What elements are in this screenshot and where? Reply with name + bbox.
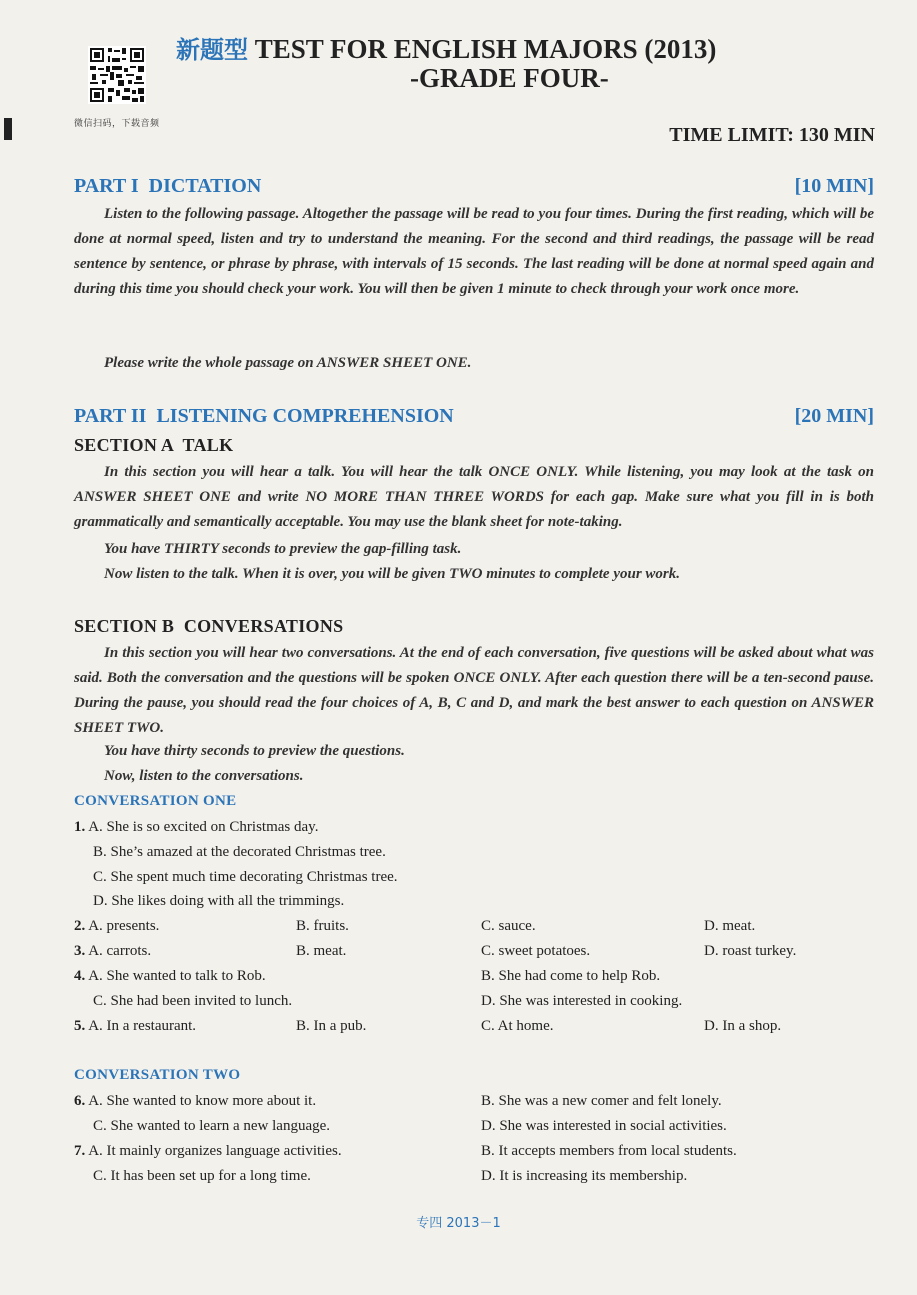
- conversation-two-heading: CONVERSATION TWO: [74, 1067, 241, 1083]
- sectionB-line1: You have thirty seconds to preview the questions.: [104, 743, 405, 759]
- question-6-option-d: D. She was interested in social activities.: [481, 1118, 727, 1134]
- question-4-option-d: D. She was interested in cooking.: [481, 993, 683, 1009]
- qr-code-icon[interactable]: [88, 46, 146, 104]
- question-1-option-b: B. She’s amazed at the decorated Christmas tree.: [93, 844, 386, 860]
- question-1: [74, 819, 318, 836]
- sectionA-instructions: In this section you will hear a talk. You will hear the talk ONCE ONLY. While listening, you may look at the task on ANSWER SHEET ONE and write NO MORE THAN THREE WORDS for each gap. Make sure what you fill in is both grammatically and semantically acceptable. You may use the blank sheet for note-taking.: [74, 464, 874, 530]
- question-3-option-d: D. roast turkey.: [704, 943, 797, 959]
- question-6-option-c: C. She wanted to learn a new language.: [93, 1118, 331, 1134]
- part1-note: Please write the whole passage on ANSWER SHEET ONE.: [104, 355, 472, 371]
- option-a: A. She is so excited on Christmas day.: [88, 819, 319, 835]
- question-number: 7.: [74, 1143, 86, 1159]
- grade-title: -GRADE FOUR-: [410, 63, 609, 93]
- exam-title: [176, 30, 716, 65]
- question-3-option-c: C. sweet potatoes.: [481, 943, 591, 959]
- sectionB-instructions: In this section you will hear two conversations. At the end of each conversation, five questions will be asked about what was said. Both the conversation and the questions will be spoken ONCE ONLY. After each question there will be a ten-second pause. During the pause, you should read the four choices of A, B, C and D, and mark the best answer to each question on ANSWER SHEET TWO.: [74, 645, 874, 736]
- title-cn: 新题型: [176, 36, 248, 64]
- sectionA-heading: SECTION A TALK: [74, 435, 234, 455]
- part1-title: PART I DICTATION: [74, 175, 262, 197]
- part2-heading: [74, 405, 874, 428]
- question-6-option-b: B. She was a new comer and felt lonely.: [481, 1093, 722, 1109]
- page-footer: 专四 2013－1: [416, 1216, 501, 1231]
- question-7-option-d: D. It is increasing its membership.: [481, 1168, 688, 1184]
- question-5-option-d: D. In a shop.: [704, 1018, 782, 1034]
- question-4-option-c: C. She had been invited to lunch.: [93, 993, 293, 1009]
- question-4-option-b: B. She had come to help Rob.: [481, 968, 661, 984]
- question-7-option-c: C. It has been set up for a long time.: [93, 1168, 311, 1184]
- question-4: [74, 968, 266, 985]
- question-2-option-b: B. fruits.: [296, 918, 349, 934]
- question-6: [74, 1093, 316, 1110]
- question-number: 4.: [74, 968, 86, 984]
- time-limit: TIME LIMIT: 130 MIN: [669, 124, 875, 146]
- option-a: A. presents.: [88, 918, 160, 934]
- part1-heading: [74, 175, 874, 198]
- part2-title: PART II LISTENING COMPREHENSION: [74, 405, 454, 427]
- binding-mark: [4, 118, 12, 140]
- question-number: 1.: [74, 819, 86, 835]
- question-3: [74, 943, 151, 960]
- conversation-one-heading: CONVERSATION ONE: [74, 793, 237, 809]
- question-2-option-c: C. sauce.: [481, 918, 536, 934]
- option-a: A. carrots.: [88, 943, 152, 959]
- part1-time: [10 MIN]: [794, 175, 874, 197]
- question-number: 5.: [74, 1018, 86, 1034]
- title-en: TEST FOR ENGLISH MAJORS (2013): [254, 34, 717, 64]
- question-number: 6.: [74, 1093, 86, 1109]
- sectionA-line1: You have THIRTY seconds to preview the gap-filling task.: [104, 541, 462, 557]
- sectionA-line2: Now listen to the talk. When it is over, you will be given TWO minutes to complete your work.: [104, 566, 680, 582]
- question-5: [74, 1018, 196, 1035]
- question-7: [74, 1143, 342, 1160]
- option-a: A. In a restaurant.: [88, 1018, 197, 1034]
- question-1-option-c: C. She spent much time decorating Christmas tree.: [93, 869, 398, 885]
- sectionB-line2: Now, listen to the conversations.: [104, 768, 304, 784]
- question-number: 2.: [74, 918, 86, 934]
- question-7-option-b: B. It accepts members from local students.: [481, 1143, 737, 1159]
- qr-caption: 微信扫码，下载音频: [74, 119, 160, 129]
- part2-time: [20 MIN]: [794, 405, 874, 427]
- question-number: 3.: [74, 943, 86, 959]
- part1-instructions: Listen to the following passage. Altogether the passage will be read to you four times. During the first reading, which will be done at normal speed, listen and try to understand the meaning. For the second and third readings, the passage will be read sentence by sentence, or phrase by phrase, with intervals of 15 seconds. The last reading will be done at normal speed again and during this time you should check your work. You will then be given 1 minute to check through your work once more.: [74, 206, 874, 297]
- question-5-option-b: B. In a pub.: [296, 1018, 367, 1034]
- question-5-option-c: C. At home.: [481, 1018, 554, 1034]
- question-1-option-d: D. She likes doing with all the trimmings.: [93, 893, 345, 909]
- option-a: A. She wanted to know more about it.: [88, 1093, 317, 1109]
- option-a: A. It mainly organizes language activities.: [88, 1143, 342, 1159]
- question-3-option-b: B. meat.: [296, 943, 347, 959]
- question-2: [74, 918, 159, 935]
- sectionB-heading: SECTION B CONVERSATIONS: [74, 616, 344, 636]
- option-a: A. She wanted to talk to Rob.: [88, 968, 266, 984]
- question-2-option-d: D. meat.: [704, 918, 756, 934]
